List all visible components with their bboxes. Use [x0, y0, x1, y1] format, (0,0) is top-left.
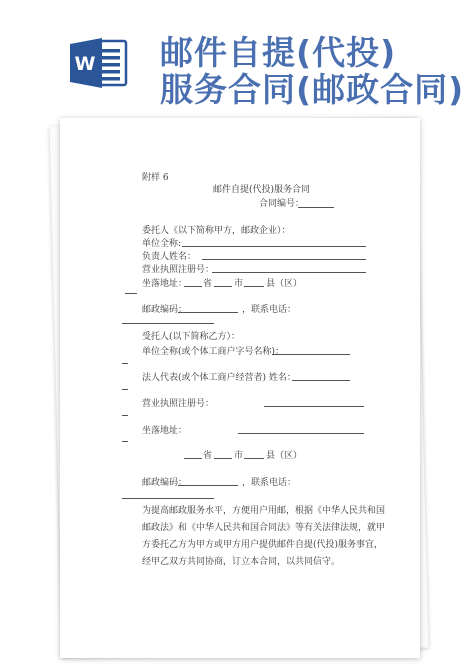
party-a-unit-label: 单位全称:: [142, 239, 182, 249]
party-a-title: 委托人《以下简称甲方，邮政企业）：: [142, 226, 291, 236]
party-a-phone-line: [122, 323, 214, 324]
party-b-phone-line: [122, 498, 214, 499]
word-doc-icon: [70, 38, 130, 88]
party-b-phone-label: ，联系电话：: [242, 478, 297, 488]
header-banner: [0, 0, 474, 108]
svg-text:W: W: [74, 53, 96, 75]
party-b-title: 受托人(以下简称乙方）：: [142, 332, 241, 342]
party-a-city-line: [214, 286, 232, 287]
party-a-city-label: 市: [234, 279, 244, 289]
party-a-postcode-label: 邮政编码：: [142, 305, 188, 315]
document-page: [60, 118, 420, 658]
party-b-license-line: [264, 406, 364, 407]
doc-heading: 邮件自提(代投)服务合同: [213, 185, 311, 195]
party-b-address-label: 坐落地址：: [142, 426, 188, 436]
party-b-postcode-label: 邮政编码：: [142, 478, 188, 488]
party-b-county-line: [244, 458, 264, 459]
party-a-address-label: 坐落地址：: [142, 279, 188, 289]
party-b-address-line: [238, 433, 364, 434]
party-a-county-label: 县（区）: [266, 279, 303, 289]
party-a-province-label: 省: [203, 279, 213, 289]
appendix-label: 附样 6: [142, 173, 169, 183]
party-a-postcode-line: [178, 312, 238, 313]
party-b-postcode-line: [178, 485, 238, 486]
party-b-license-label: 营业执照注册号：: [142, 399, 215, 409]
party-a-phone-label: ，联系电话：: [242, 305, 297, 315]
party-a-county-line: [244, 286, 264, 287]
party-b-city-line: [214, 458, 232, 459]
party-b-unit-line: [272, 354, 350, 355]
party-b-city-label: 市: [234, 451, 244, 461]
party-b-county-label: 县（区）: [266, 451, 303, 461]
margin-mark: [122, 415, 128, 416]
margin-mark: [122, 363, 128, 364]
margin-mark: [122, 389, 128, 390]
party-a-province-line: [184, 286, 202, 287]
party-a-license-line: [212, 272, 366, 273]
party-b-legal-rep-label: 法人代表(或个体工商户经营者) 姓名：: [142, 373, 296, 383]
party-b-legal-rep-line: [292, 380, 350, 381]
party-a-manager-line: [202, 259, 366, 260]
contract-no-line: [298, 207, 334, 208]
margin-mark: [122, 441, 128, 442]
contract-preamble: 为提高邮政服务水平，方便用户用邮，根据《中华人民共和国邮政法》和《中华人民共和国合同法》等有关法律法规，就甲方委托乙方为甲方或甲方用户提供邮件自提(代投)服务事宜，经甲乙双方共同协商，订立本合同，以共同信守。: [142, 506, 386, 567]
contract-no-label: 合同编号：: [259, 199, 305, 209]
page-title-line2: 服务合同(邮政合同): [160, 70, 465, 109]
party-a-license-label: 营业执照注册号：: [142, 265, 215, 275]
party-a-unit-line: [182, 246, 366, 247]
page-title-line1: 邮件自提(代投): [160, 33, 397, 72]
party-b-unit-label: 单位全称(或个体工商户字号名称)：: [142, 347, 285, 357]
party-b-province-line: [184, 458, 202, 459]
margin-mark: [125, 293, 137, 294]
party-a-manager-label: 负责人姓名：: [142, 252, 197, 262]
party-b-province-label: 省: [203, 451, 213, 461]
